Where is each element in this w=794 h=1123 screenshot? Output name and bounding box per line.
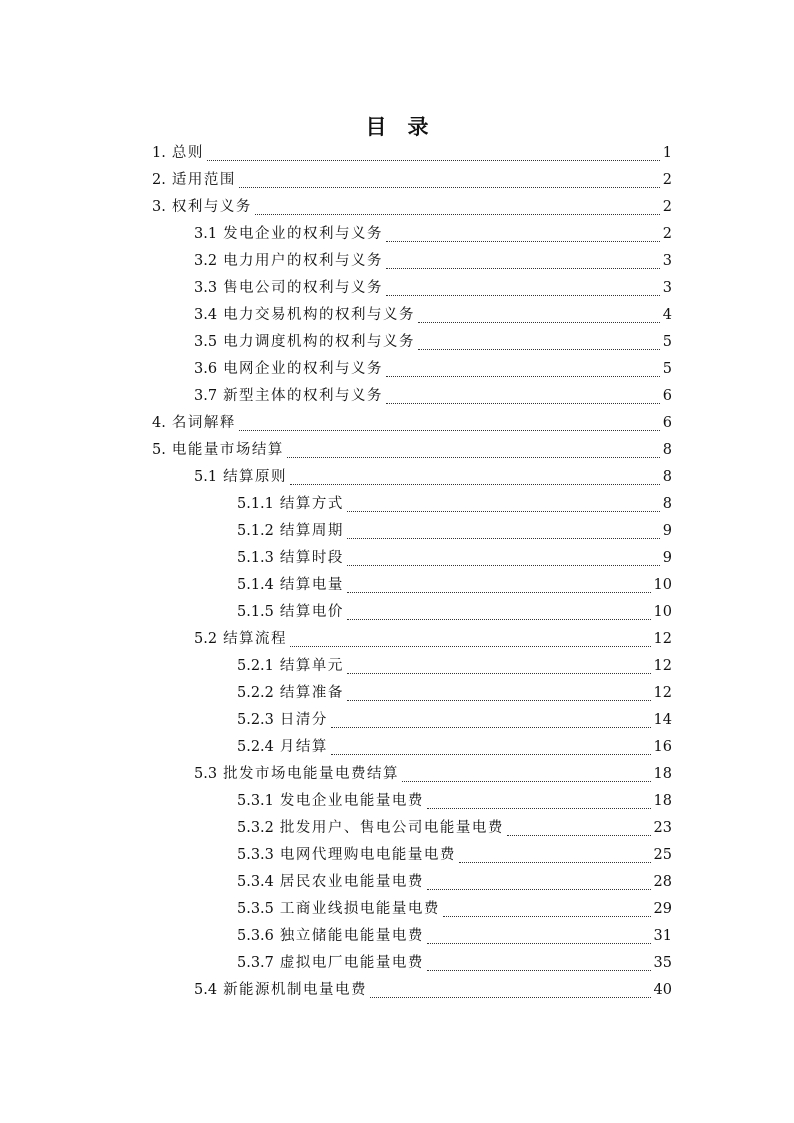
toc-entry[interactable] — [194, 977, 672, 1004]
toc-entry-title: 新能源机制电量电费 — [223, 982, 368, 998]
toc-title: 目 录 — [365, 114, 429, 139]
toc-leader-dots — [239, 186, 660, 188]
toc-entry[interactable] — [152, 167, 672, 194]
toc-entry[interactable] — [237, 788, 672, 815]
toc-leader-dots — [507, 834, 651, 836]
toc-entry[interactable] — [194, 221, 672, 248]
toc-entry-title: 结算时段 — [279, 550, 344, 566]
toc-leader-dots — [239, 429, 660, 431]
toc-entry-number: 5.1.2 — [237, 523, 274, 539]
toc-leader-dots — [207, 159, 660, 161]
toc-entry-title: 结算周期 — [279, 523, 344, 539]
toc-entry-page: 29 — [653, 901, 672, 917]
toc-entry[interactable] — [237, 572, 672, 599]
toc-entry-number: 3.4 — [194, 307, 218, 323]
toc-leader-dots — [459, 861, 651, 863]
toc-leader-dots — [443, 915, 651, 917]
toc-leader-dots — [347, 672, 651, 674]
toc-entry-page: 3 — [662, 253, 672, 269]
toc-entry-number: 3.3 — [194, 280, 218, 296]
toc-leader-dots — [331, 726, 651, 728]
toc-entry-page: 8 — [662, 496, 672, 512]
toc-entry-page: 25 — [653, 847, 672, 863]
toc-entry-title: 工商业线损电能量电费 — [279, 901, 440, 917]
toc-entry-page: 9 — [662, 550, 672, 566]
toc-entry[interactable] — [237, 518, 672, 545]
toc-entry[interactable] — [237, 734, 672, 761]
toc-entry-number: 3.6 — [194, 361, 218, 377]
toc-entry-title: 总则 — [171, 145, 204, 161]
toc-entry[interactable] — [152, 140, 672, 167]
toc-entry-number: 5.3.7 — [237, 955, 274, 971]
toc-entry-number: 3. — [152, 199, 166, 215]
toc-leader-dots — [427, 969, 651, 971]
toc-entry-title: 日清分 — [279, 712, 328, 728]
toc-entry-number: 5.1.3 — [237, 550, 274, 566]
toc-entry-number: 5.2.2 — [237, 685, 274, 701]
toc-leader-dots — [386, 294, 660, 296]
toc-entry-page: 35 — [653, 955, 672, 971]
toc-entry-number: 1. — [152, 145, 166, 161]
toc-entry[interactable] — [237, 653, 672, 680]
toc-entry-number: 3.2 — [194, 253, 218, 269]
toc-leader-dots — [427, 942, 651, 944]
toc-entry-number: 5.3 — [194, 766, 218, 782]
toc-entry-title: 电力用户的权利与义务 — [223, 253, 384, 269]
toc-entry[interactable] — [237, 707, 672, 734]
toc-leader-dots — [347, 510, 660, 512]
toc-entry[interactable] — [194, 302, 672, 329]
toc-entry[interactable] — [194, 626, 672, 653]
toc-entry-title: 名词解释 — [171, 415, 236, 431]
toc-entry-page: 6 — [662, 388, 672, 404]
toc-entry-number: 5.2.3 — [237, 712, 274, 728]
toc-entry-number: 5.1.4 — [237, 577, 274, 593]
toc-leader-dots — [347, 699, 651, 701]
toc-entry-title: 结算原则 — [223, 469, 288, 485]
toc-entry-title: 结算方式 — [279, 496, 344, 512]
toc-entry[interactable] — [237, 815, 672, 842]
toc-entry-page: 3 — [662, 280, 672, 296]
toc-entry-title: 批发市场电能量电费结算 — [223, 766, 400, 782]
toc-entry-page: 12 — [653, 631, 672, 647]
toc-entry[interactable] — [237, 491, 672, 518]
toc-entry-number: 5.3.3 — [237, 847, 274, 863]
toc-entry-page: 5 — [662, 361, 672, 377]
toc-entry-number: 5.1 — [194, 469, 218, 485]
toc-entry-page: 14 — [653, 712, 672, 728]
toc-entry[interactable] — [194, 464, 672, 491]
toc-entry[interactable] — [237, 950, 672, 977]
toc-entry-title: 售电公司的权利与义务 — [223, 280, 384, 296]
toc-entry-number: 3.5 — [194, 334, 218, 350]
toc-entry-title: 独立储能电能量电费 — [279, 928, 424, 944]
toc-entry-title: 新型主体的权利与义务 — [223, 388, 384, 404]
toc-entry-number: 3.1 — [194, 226, 218, 242]
toc-entry-number: 5.2.4 — [237, 739, 274, 755]
toc-entry[interactable] — [194, 248, 672, 275]
toc-entry[interactable] — [237, 923, 672, 950]
toc-leader-dots — [255, 213, 660, 215]
toc-leader-dots — [347, 591, 651, 593]
toc-leader-dots — [418, 321, 660, 323]
toc-leader-dots — [370, 996, 650, 998]
toc-leader-dots — [347, 537, 660, 539]
toc-leader-dots — [386, 267, 660, 269]
toc-entry[interactable] — [194, 761, 672, 788]
toc-entry-number: 5.4 — [194, 982, 218, 998]
toc-entry-number: 3.7 — [194, 388, 218, 404]
toc-entry-title: 结算电量 — [279, 577, 344, 593]
toc-entry-page: 10 — [653, 577, 672, 593]
toc-entry-number: 5.3.6 — [237, 928, 274, 944]
toc-entry-title: 居民农业电能量电费 — [279, 874, 424, 890]
toc-entry-page: 1 — [662, 145, 672, 161]
toc-leader-dots — [290, 483, 660, 485]
toc-entry-number: 5.3.4 — [237, 874, 274, 890]
toc-entry-title: 电能量市场结算 — [171, 442, 284, 458]
toc-entry-page: 12 — [653, 685, 672, 701]
toc-entry-title: 电力交易机构的权利与义务 — [223, 307, 416, 323]
toc-entry-number: 5.1.5 — [237, 604, 274, 620]
toc-entry-page: 2 — [662, 199, 672, 215]
toc-leader-dots — [287, 456, 660, 458]
toc-entry[interactable] — [194, 356, 672, 383]
toc-entry-title: 适用范围 — [171, 172, 236, 188]
toc-leader-dots — [418, 348, 660, 350]
toc-entry[interactable] — [237, 869, 672, 896]
toc-entry-number: 4. — [152, 415, 166, 431]
toc-entry[interactable] — [152, 194, 672, 221]
toc-entry-title: 电网企业的权利与义务 — [223, 361, 384, 377]
toc-entry-page: 2 — [662, 172, 672, 188]
toc-entry[interactable] — [194, 329, 672, 356]
toc-leader-dots — [290, 645, 650, 647]
toc-entry[interactable] — [152, 437, 672, 464]
toc-leader-dots — [347, 618, 651, 620]
toc-entry-page: 6 — [662, 415, 672, 431]
toc-entry-title: 电网代理购电电能量电费 — [279, 847, 456, 863]
toc-entry-title: 结算流程 — [223, 631, 288, 647]
toc-entry-title: 权利与义务 — [171, 199, 252, 215]
toc-entry[interactable] — [237, 842, 672, 869]
toc-entry-title: 电力调度机构的权利与义务 — [223, 334, 416, 350]
toc-entry-number: 5.2.1 — [237, 658, 274, 674]
toc-entry-page: 8 — [662, 442, 672, 458]
toc-entry-page: 4 — [662, 307, 672, 323]
toc-entry[interactable] — [237, 896, 672, 923]
toc-entry-number: 5.2 — [194, 631, 218, 647]
toc-entry-number: 5. — [152, 442, 166, 458]
toc-entry-page: 28 — [653, 874, 672, 890]
toc-entry-page: 5 — [662, 334, 672, 350]
toc-entry-page: 31 — [653, 928, 672, 944]
toc-entry[interactable] — [194, 383, 672, 410]
toc-entry[interactable] — [237, 680, 672, 707]
toc-entry-number: 5.3.1 — [237, 793, 274, 809]
toc-entry-title: 虚拟电厂电能量电费 — [279, 955, 424, 971]
toc-entry-page: 2 — [662, 226, 672, 242]
toc-leader-dots — [386, 375, 660, 377]
toc-leader-dots — [386, 240, 660, 242]
toc-leader-dots — [386, 402, 660, 404]
toc-entry[interactable] — [237, 545, 672, 572]
toc-entry-title: 批发用户、售电公司电能量电费 — [279, 820, 504, 836]
toc-entry-title: 结算电价 — [279, 604, 344, 620]
toc-entry-title: 月结算 — [279, 739, 328, 755]
toc-leader-dots — [347, 564, 660, 566]
toc-leader-dots — [427, 807, 651, 809]
toc-entry-title: 结算准备 — [279, 685, 344, 701]
toc-entry-page: 9 — [662, 523, 672, 539]
toc-entry-page: 12 — [653, 658, 672, 674]
toc-entry-number: 5.1.1 — [237, 496, 274, 512]
toc-entry-number: 2. — [152, 172, 166, 188]
toc-entry[interactable] — [194, 275, 672, 302]
toc-entry-page: 23 — [653, 820, 672, 836]
toc-entry-page: 10 — [653, 604, 672, 620]
toc-leader-dots — [427, 888, 651, 890]
toc-entry-page: 16 — [653, 739, 672, 755]
toc-entry-page: 18 — [653, 766, 672, 782]
toc-entry-title: 结算单元 — [279, 658, 344, 674]
toc-entry-title: 发电企业电能量电费 — [279, 793, 424, 809]
toc-leader-dots — [402, 780, 650, 782]
toc-entry[interactable] — [237, 599, 672, 626]
toc-entry-page: 40 — [653, 982, 672, 998]
toc-entry-number: 5.3.5 — [237, 901, 274, 917]
toc-entry-page: 8 — [662, 469, 672, 485]
toc-entry-title: 发电企业的权利与义务 — [223, 226, 384, 242]
toc-entry-page: 18 — [653, 793, 672, 809]
toc-entry[interactable] — [152, 410, 672, 437]
toc-entry-number: 5.3.2 — [237, 820, 274, 836]
toc-leader-dots — [331, 753, 651, 755]
